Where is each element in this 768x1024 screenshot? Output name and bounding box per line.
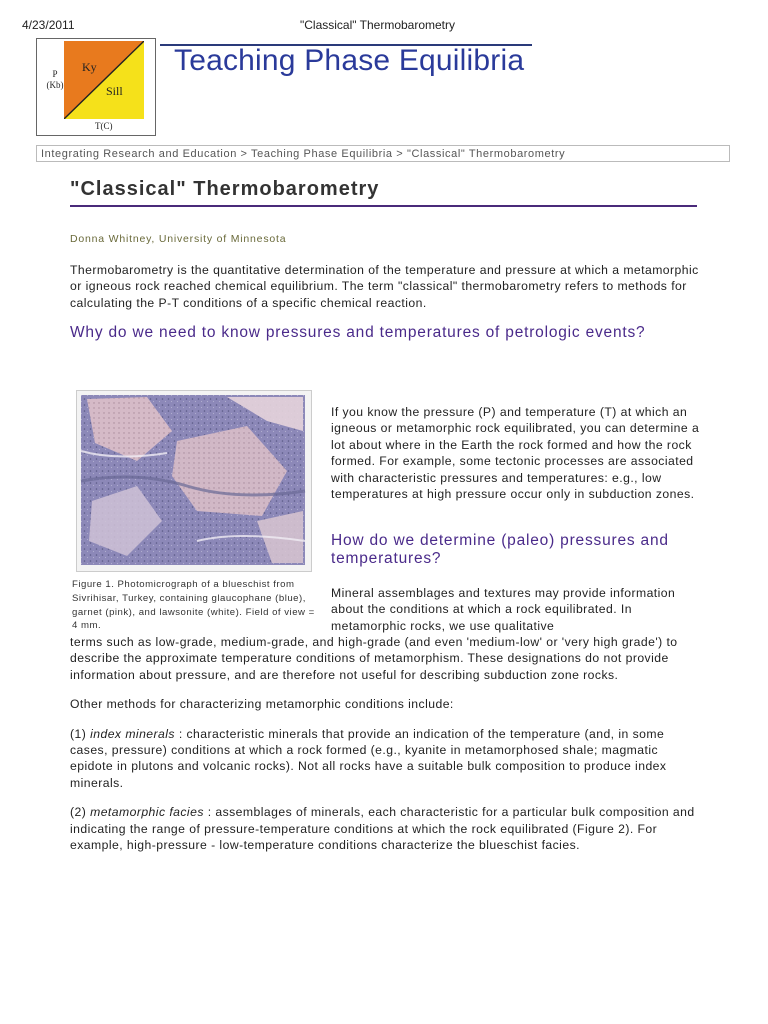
intro-paragraph: Thermobarometry is the quantitative determination of the temperature and pressure at which a metamorphic or igneous rock reached chemical equilibrium. The term "classical" thermobarometry refers to methods for calculating the P-T conditions of a specific chemical reaction.: [70, 263, 699, 310]
item-metamorphic-facies: [70, 804, 700, 853]
lower-content: [70, 634, 700, 853]
breadcrumb: [36, 145, 730, 162]
print-date: 4/23/2011: [22, 18, 75, 32]
main-content: [70, 178, 700, 342]
figure-photomicrograph: [76, 390, 312, 572]
logo-p-label: P: [52, 69, 58, 79]
site-logo[interactable]: [36, 38, 156, 136]
logo-sill-label: Sill: [106, 84, 123, 98]
why-text-block: [331, 404, 701, 502]
how-text-block-a: [331, 585, 701, 634]
breadcrumb-link-teaching[interactable]: Teaching Phase Equilibria: [251, 148, 393, 160]
breadcrumb-current: "Classical" Thermobarometry: [406, 148, 566, 160]
breadcrumb-separator: >: [392, 148, 407, 160]
item2-number: (2): [70, 805, 91, 820]
logo-axis-p: [45, 69, 65, 91]
logo-kb-label: (Kb): [46, 80, 64, 90]
breadcrumb-link-integrating[interactable]: Integrating Research and Education: [41, 148, 237, 160]
heading-why: Why do we need to know pressures and temperatures of petrologic events?: [70, 324, 646, 342]
print-title: "Classical" Thermobarometry: [300, 18, 456, 32]
logo-ky-label: Ky: [82, 60, 97, 74]
logo-t-label: T(C): [95, 121, 113, 131]
item-index-minerals: [70, 726, 700, 792]
why-paragraph: If you know the pressure (P) and temperature (T) at which an igneous or metamorphic rock equilibrated, you can determine a lot about where in the Earth the rock formed and how the rock formed. For example, some tectonic processes are associated with characteristic pressures and temperatures: e.g., low temperatures at high pressure occur only in subduction zones.: [331, 405, 700, 502]
author-line: Donna Whitney, University of Minnesota: [70, 233, 287, 245]
how-paragraph-b: terms such as low-grade, medium-grade, and high-grade (and even 'medium-low' or 'very high grade') to describe the approximate temperature conditions of metamorphism. These designations do not provide information about pressure, and are therefore not useful for describing subduction zone rocks.: [70, 635, 678, 682]
breadcrumb-separator: >: [236, 148, 252, 160]
page-title: "Classical" Thermobarometry: [70, 178, 697, 207]
how-paragraph-a: Mineral assemblages and textures may provide information about the conditions at which a rock equilibrated. In metamorphic rocks, we use qualitative: [331, 586, 676, 633]
item1-term: index minerals: [90, 726, 175, 741]
item2-text: : assemblages of minerals, each characteristic for a particular bulk composition and indicating the range of pressure-temperature conditions at which the rock equilibrated (Figure 2). For example, high-pressure - low-temperature conditions characterize the blueschist facies.: [70, 805, 695, 853]
phase-diagram-logo-icon: [64, 41, 144, 119]
item1-text: : characteristic minerals that provide an indication of the temperature (and, in some cases, pressure) conditions at which a rock formed (e.g., kyanite in metamorphosed shale; magmatic epidote in plutons and volcanic rocks). Not all rocks have a suitable bulk composition to produce index minerals.: [70, 726, 667, 790]
other-methods-paragraph: Other methods for characterizing metamorphic conditions include:: [70, 697, 454, 712]
item2-term: metamorphic facies: [90, 805, 204, 820]
site-title[interactable]: Teaching Phase Equilibria: [174, 44, 525, 77]
blueschist-photomicrograph-image: [77, 391, 309, 569]
how-heading-block: [331, 532, 701, 568]
figure-caption: Figure 1. Photomicrograph of a blueschist from Sivrihisar, Turkey, containing glaucophane (blue), garnet (pink), and lawsonite (white). Field of view = 4 mm.: [72, 579, 315, 632]
item1-number: (1): [70, 726, 91, 741]
print-header: [0, 18, 768, 34]
heading-how: How do we determine (paleo) pressures and temperatures?: [331, 532, 669, 567]
